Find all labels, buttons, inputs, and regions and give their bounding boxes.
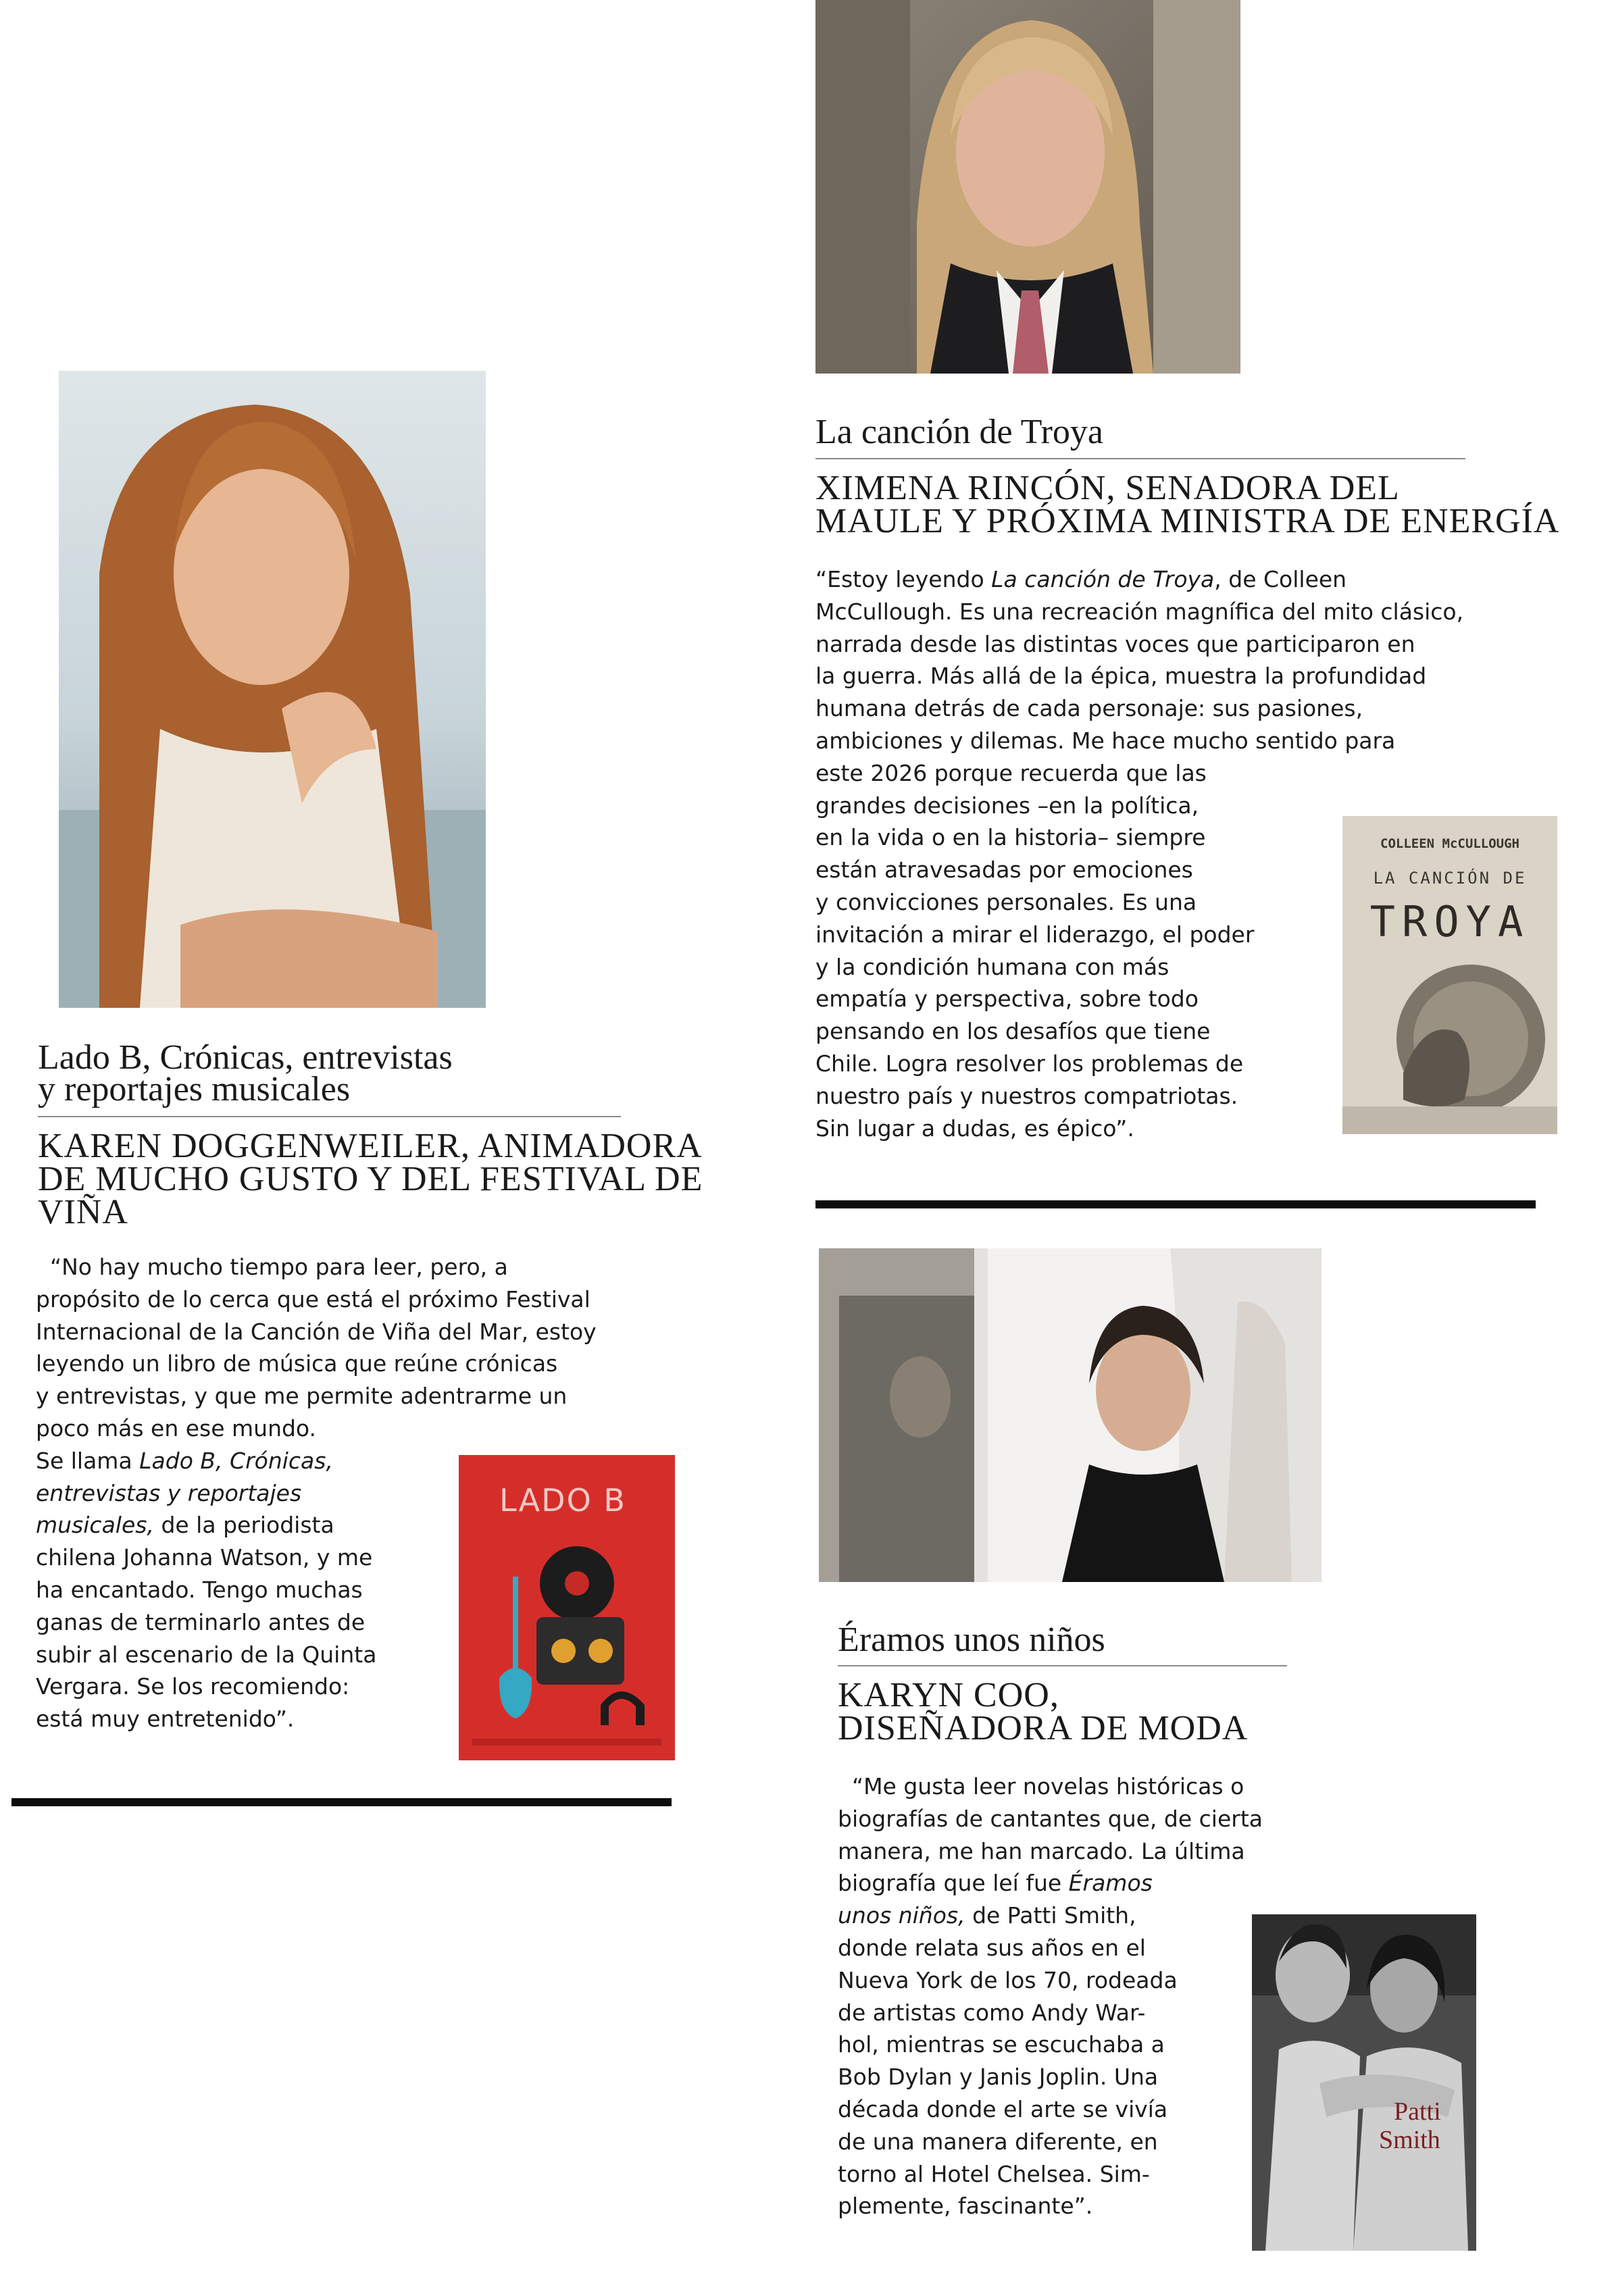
- book-cover-la-cancion-de-troya: [1342, 816, 1557, 1134]
- portrait-ximena-rincon: [815, 0, 1240, 374]
- section-divider-top-right: [815, 1200, 1536, 1208]
- cover-logo: LADO B: [499, 1482, 626, 1519]
- cover-title-smith: Smith: [1379, 2126, 1440, 2154]
- subject-karyn-coo: KARYN COO, DISEÑADORA DE MODA: [838, 1676, 1249, 1747]
- cover-author: COLLEEN McCULLOUGH: [1380, 836, 1519, 851]
- quote-karyn-coo: “Me gusta leer novelas históricas o biografías de cantantes que, de cierta manera, me han marcado. La última biografía que leí fue Éramos unos niños, de Patti Smith, donde relata sus años en el Nueva York de los 70, rodeada de artistas como Andy War- hol, mientras se escuchaba a Bob Dylan y Janis Joplin. Una década donde el arte se vivía de una manera diferente, en torno al Hotel Chelsea. Sim- plemente, fascinante”.: [838, 1773, 1263, 2220]
- portrait-karyn-coo: [819, 1248, 1322, 1582]
- title-divider: [815, 458, 1465, 459]
- book-cover-lado-b: [459, 1455, 675, 1760]
- cover-title-line2: TROYA: [1369, 897, 1530, 946]
- cover-title-patti: Patti: [1394, 2097, 1441, 2126]
- book-title-la-cancion-de-troya: La canción de Troya: [815, 413, 1104, 451]
- subject-ximena-rincon: XIMENA RINCÓN, SENADORA DEL MAULE Y PRÓXIMA MINISTRA DE ENERGÍA: [815, 469, 1560, 540]
- cover-title-line1: LA CANCIÓN DE: [1373, 869, 1527, 888]
- quote-karen-doggenweiler: “No hay mucho tiempo para leer, pero, a propósito de lo cerca que está el próximo Festival Internacional de la Canción de Viña del Mar, estoy leyendo un libro de música que reúne crónicas y entrevistas, y que me permite adentrarme un poco más en ese mundo. Se llama Lado B, Crónicas, entrevistas y reportajes musicales, de la periodista chilena Johanna Watson, y me ha encantado. Tengo muchas ganas de terminarlo antes de subir al escenario de la Quinta Vergara. Se los recomiendo: está muy entretenido”.: [36, 1254, 597, 1733]
- section-divider-left: [11, 1798, 672, 1806]
- quote-ximena-rincon: “Estoy leyendo La canción de Troya, de Colleen McCullough. Es una recreación magnífica del mito clásico, narrada desde las distintas voces que participaron en la guerra. Más allá de la épica, muestra la profundidad humana detrás de cada personaje: sus pasiones, ambiciones y dilemas. Me hace mucho sentido para este 2026 porque recuerda que las grandes decisiones –en la política, en la vida o en la historia– siempre están atravesadas por emociones y convicciones personales. Es una invitación a mirar el liderazgo, el poder y la condición humana con más empatía y perspectiva, sobre todo pensando en los desafíos que tiene Chile. Logra resolver los problemas de nuestro país y nuestros compatriotas. Sin lugar a dudas, es épico”.: [815, 566, 1464, 1142]
- title-divider: [38, 1116, 621, 1117]
- book-title-lado-b: Lado B, Crónicas, entrevistas y reportajes musicales: [38, 1038, 453, 1108]
- subject-karen-doggenweiler: KAREN DOGGENWEILER, ANIMADORA DE MUCHO GUSTO Y DEL FESTIVAL DE VIÑA: [38, 1127, 703, 1231]
- book-cover-eramos-unos-ninos: [1252, 1914, 1476, 2251]
- portrait-karen-doggenweiler: [59, 371, 486, 1008]
- title-divider: [838, 1665, 1287, 1666]
- book-title-eramos-unos-ninos: Éramos unos niños: [838, 1621, 1105, 1659]
